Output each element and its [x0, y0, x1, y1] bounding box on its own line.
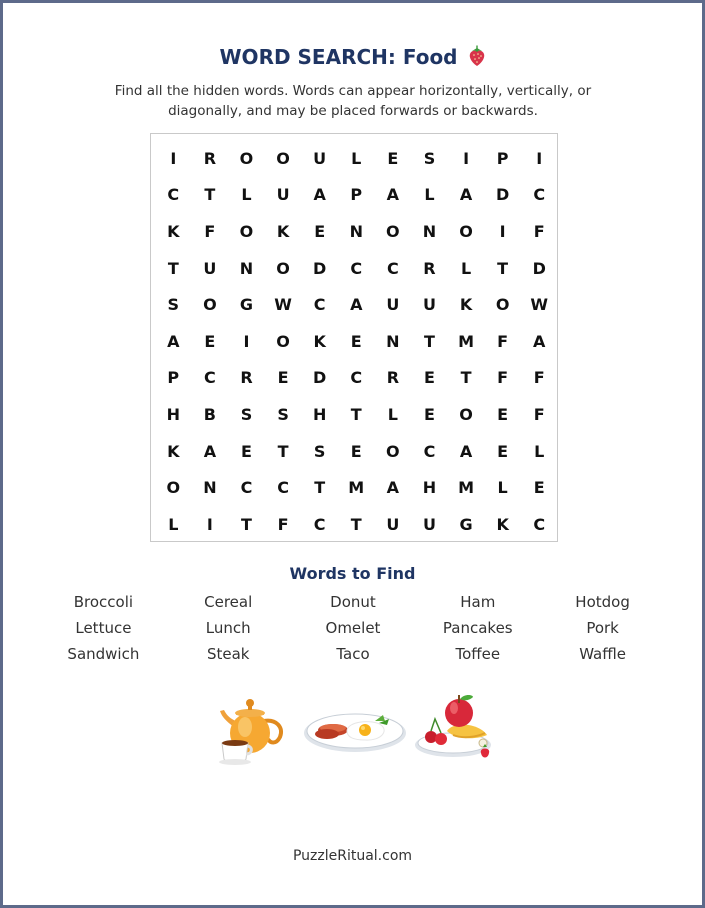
grid-cell: L	[168, 514, 179, 534]
word-item: Steak	[206, 645, 250, 663]
grid-cell: T	[314, 478, 326, 498]
grid-cell: H	[312, 404, 327, 424]
grid-cell: K	[459, 295, 473, 315]
grid-cell: A	[459, 185, 473, 205]
grid-cell: E	[314, 221, 326, 241]
grid-cell: C	[423, 441, 436, 461]
grid-cell: M	[348, 478, 365, 498]
grid-cell: T	[423, 331, 435, 351]
grid-cell: O	[239, 148, 254, 168]
word-item: Ham	[460, 593, 496, 611]
grid-cell: I	[536, 148, 543, 168]
grid-cell: G	[239, 295, 254, 315]
grid-cell: N	[422, 221, 437, 241]
grid-cell: F	[204, 221, 216, 241]
grid-cell: A	[350, 295, 363, 315]
grid-cell: E	[277, 368, 289, 388]
grid-cell: L	[424, 185, 435, 205]
grid-cell: F	[497, 331, 509, 351]
grid-cell: P	[496, 148, 509, 168]
strawberry-icon	[468, 45, 486, 72]
grid-cell: T	[460, 368, 472, 388]
grid-cell: N	[203, 478, 217, 498]
grid-cell: E	[423, 404, 435, 424]
grid-cell: K	[496, 514, 509, 534]
grid-cell: I	[243, 331, 250, 351]
grid-cell: E	[423, 368, 435, 388]
grid-cell: M	[458, 331, 474, 351]
words-to-find-heading: Words to Find	[289, 564, 416, 583]
word-item: Pancakes	[442, 619, 513, 637]
grid-cell: D	[313, 258, 327, 278]
grid-cell: S	[423, 148, 436, 168]
grid-cell: O	[276, 331, 290, 351]
grid-cell: A	[167, 331, 180, 351]
grid-cell: R	[423, 258, 436, 278]
grid-cell: M	[458, 478, 474, 498]
grid-cell: C	[350, 258, 363, 278]
grid-cell: O	[276, 258, 290, 278]
grid-cell: C	[386, 258, 399, 278]
grid-cell: C	[350, 368, 363, 388]
grid-cell: U	[422, 514, 436, 534]
grid-cell: A	[386, 478, 400, 498]
word-item: Waffle	[579, 645, 626, 663]
word-item: Sandwich	[67, 645, 140, 663]
grid-cell: L	[387, 404, 398, 424]
word-item: Pork	[586, 619, 619, 637]
grid-cell: R	[386, 368, 400, 388]
grid-cell: L	[351, 148, 362, 168]
grid-cell: L	[497, 478, 508, 498]
word-search-grid	[150, 133, 558, 542]
grid-cell: O	[495, 295, 510, 315]
word-item: Broccoli	[73, 593, 134, 611]
grid-cell: L	[460, 258, 472, 278]
grid-cell: F	[497, 368, 509, 388]
grid-cell: A	[203, 441, 217, 461]
grid-cell: C	[533, 185, 546, 205]
grid-cell: D	[532, 258, 546, 278]
word-item: Omelet	[325, 619, 381, 637]
grid-cell: N	[349, 221, 363, 241]
grid-cell: S	[277, 404, 289, 424]
grid-cell: R	[203, 148, 217, 168]
grid-cell: T	[350, 404, 362, 424]
grid-cell: O	[239, 221, 254, 241]
grid-cell: I	[170, 148, 177, 168]
grid-cell: F	[533, 368, 545, 388]
grid-cell: A	[313, 185, 326, 205]
grid-cell: C	[533, 514, 546, 534]
grid-cell: O	[386, 221, 400, 241]
word-list	[41, 592, 665, 670]
grid-cell: C	[204, 368, 216, 388]
grid-cell: T	[277, 441, 289, 461]
grid-cell: A	[459, 441, 473, 461]
grid-cell: T	[241, 514, 252, 534]
grid-cell: T	[350, 514, 362, 534]
grid-cell: T	[167, 258, 179, 278]
grid-cell: S	[240, 404, 253, 424]
grid-cell: W	[274, 295, 292, 315]
word-item: Donut	[330, 593, 376, 611]
grid-cell: T	[497, 258, 509, 278]
grid-cell: K	[313, 331, 326, 351]
grid-cell: E	[350, 441, 362, 461]
grid-cell: B	[203, 404, 216, 424]
grid-cell: P	[167, 368, 180, 388]
grid-cell: G	[459, 514, 473, 534]
grid-cell: O	[276, 148, 290, 168]
grid-cell: F	[277, 514, 289, 534]
word-item: Lunch	[205, 619, 251, 637]
word-item: Cereal	[204, 593, 253, 611]
grid-cell: U	[386, 295, 400, 315]
grid-cell: L	[241, 185, 252, 205]
grid-cell: O	[203, 295, 217, 315]
grid-cell: K	[276, 221, 290, 241]
grid-cell: U	[276, 185, 290, 205]
page-title	[3, 45, 702, 72]
grid-cell: N	[386, 331, 400, 351]
grid-cell: E	[497, 441, 509, 461]
grid-cell: U	[386, 514, 400, 534]
grid-cell: C	[167, 185, 180, 205]
grid-cell: S	[313, 441, 326, 461]
instructions: Find all the hidden words. Words can appear horizontally, vertically, or diagonally, and may be placed forwards or backwards.	[114, 83, 592, 119]
grid-cell: R	[240, 368, 253, 388]
grid-cell: E	[533, 478, 545, 498]
grid-cell: H	[422, 478, 437, 498]
grid-cell: T	[204, 185, 216, 205]
grid-cell: A	[533, 331, 546, 351]
grid-cell: D	[496, 185, 510, 205]
grid-cell: O	[386, 441, 400, 461]
grid-cell: E	[204, 331, 216, 351]
grid-cell: E	[387, 148, 399, 168]
grid-cell: I	[499, 221, 506, 241]
grid-cell: O	[166, 478, 181, 498]
grid-cell: C	[313, 295, 326, 315]
grid-cell: H	[166, 404, 180, 424]
grid-cell: S	[167, 295, 180, 315]
grid-cell: C	[277, 478, 289, 498]
grid-cell: U	[203, 258, 217, 278]
grid-cell: A	[386, 185, 400, 205]
title-text: WORD SEARCH: Food	[219, 45, 458, 69]
grid-cell: K	[167, 441, 180, 461]
grid-cell: N	[239, 258, 254, 278]
grid-cell: O	[459, 221, 473, 241]
grid-cell: D	[313, 368, 327, 388]
breakfast-plate-illustration	[303, 709, 407, 757]
grid-cell: F	[533, 404, 545, 424]
teapot-and-cup-illustration	[218, 689, 288, 769]
grid-cell: K	[167, 221, 180, 241]
word-item: Toffee	[455, 645, 501, 663]
grid-cell: C	[240, 478, 253, 498]
grid-cell: F	[533, 221, 545, 241]
grid-cell: I	[206, 514, 213, 534]
grid-cell: E	[241, 441, 252, 461]
grid-cell: I	[463, 148, 470, 168]
grid-cell: E	[497, 404, 509, 424]
fruit-plate-illustration	[413, 691, 497, 769]
grid-cell: E	[350, 331, 362, 351]
grid-cell: U	[422, 295, 436, 315]
grid-cell: W	[530, 295, 549, 315]
grid-cell: C	[313, 514, 326, 534]
word-item: Lettuce	[75, 619, 132, 637]
grid-cell: U	[313, 148, 327, 168]
word-item: Hotdog	[575, 593, 630, 611]
footer-site: PuzzleRitual.com	[292, 848, 413, 864]
grid-cell: P	[350, 185, 363, 205]
grid-cell: L	[534, 441, 545, 461]
grid-cell: O	[459, 404, 473, 424]
word-item: Taco	[336, 645, 370, 663]
